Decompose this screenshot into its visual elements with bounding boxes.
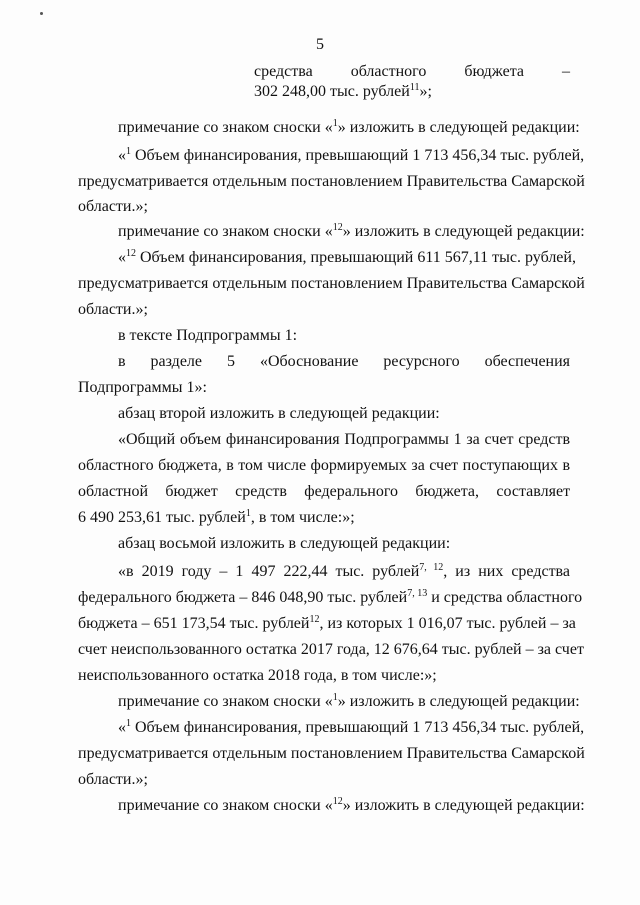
text-segment: счет неиспользованного остатка 2017 года, 12 676,64 тыс. рублей – за счет bbox=[78, 641, 584, 658]
text-segment: 302 248,00 тыс. рублей bbox=[254, 83, 410, 100]
text-segment: бюджета, bbox=[415, 483, 480, 500]
text-segment: « bbox=[118, 147, 126, 164]
text-line bbox=[118, 326, 570, 346]
text-segment: предусматривается отдельным постановлением Правительства Самарской bbox=[78, 275, 585, 292]
text-line bbox=[118, 222, 585, 242]
text-line bbox=[78, 770, 570, 790]
text-line bbox=[78, 482, 570, 502]
text-segment: неиспользованного остатка 2018 года, в том числе:»; bbox=[78, 667, 437, 684]
text-segment: , из которых 1 016,07 тыс. рублей – за bbox=[319, 615, 576, 632]
text-segment: « bbox=[118, 249, 126, 266]
text-segment: Объем финансирования, превышающий 611 567,11 тыс. рублей, bbox=[136, 249, 576, 266]
footnote-mark: 1 bbox=[126, 718, 131, 729]
text-segment: составляет bbox=[496, 483, 571, 500]
text-line bbox=[118, 718, 585, 738]
page-number: 5 bbox=[316, 36, 324, 53]
footnote-mark: 11 bbox=[409, 82, 420, 93]
text-segment: примечание со знаком сноски « bbox=[118, 797, 333, 814]
text-segment: – bbox=[562, 63, 571, 80]
text-segment: »; bbox=[419, 83, 432, 100]
text-segment: области.»; bbox=[78, 301, 148, 318]
text-segment: , из них средства bbox=[443, 563, 570, 580]
text-segment: бюджета bbox=[464, 63, 525, 80]
text-line bbox=[118, 562, 570, 582]
text-line bbox=[78, 614, 576, 634]
text-line bbox=[254, 82, 570, 102]
text-segment: абзац восьмой изложить в следующей редакции: bbox=[118, 535, 451, 552]
text-segment: абзац второй изложить в следующей редакции: bbox=[118, 405, 440, 422]
text-line bbox=[78, 197, 570, 217]
text-segment: 6 490 253,61 тыс. рублей bbox=[78, 509, 246, 526]
footnote-mark: 1 bbox=[332, 692, 338, 703]
text-segment: обеспечения bbox=[484, 353, 571, 370]
text-segment: областной bbox=[78, 483, 149, 500]
text-segment: « bbox=[118, 719, 126, 736]
text-line bbox=[78, 274, 585, 294]
text-segment: федерального бюджета – 846 048,90 тыс. рублей bbox=[78, 589, 408, 606]
text-line bbox=[78, 666, 570, 686]
text-segment: «Обоснование bbox=[259, 353, 359, 370]
text-segment: области.»; bbox=[78, 198, 148, 215]
text-segment: федерального bbox=[304, 483, 399, 500]
footnote-mark: 1 bbox=[332, 118, 338, 129]
text-segment: предусматривается отдельным постановлением Правительства Самарской bbox=[78, 745, 585, 762]
text-line bbox=[78, 588, 583, 608]
text-line bbox=[118, 118, 580, 138]
text-segment: «Общий объем финансирования Подпрограммы 1 за счет средств bbox=[118, 431, 570, 448]
text-line bbox=[78, 508, 570, 528]
text-segment: примечание со знаком сноски « bbox=[118, 223, 333, 240]
text-line bbox=[78, 456, 570, 476]
text-line bbox=[78, 172, 585, 192]
text-line bbox=[118, 430, 570, 450]
text-segment: Объем финансирования, превышающий 1 713 456,34 тыс. рублей, bbox=[131, 719, 585, 736]
text-line bbox=[78, 378, 570, 398]
scan-speck bbox=[40, 12, 43, 15]
text-segment: в тексте Подпрограммы 1: bbox=[118, 327, 298, 344]
text-segment: » изложить в следующей редакции: bbox=[342, 223, 585, 240]
text-segment: Объем финансирования, превышающий 1 713 456,34 тыс. рублей, bbox=[131, 147, 585, 164]
text-segment: » изложить в следующей редакции: bbox=[342, 797, 585, 814]
footnote-mark: 12 bbox=[332, 222, 343, 233]
footnote-mark: 12 bbox=[332, 796, 343, 807]
text-segment: » изложить в следующей редакции: bbox=[337, 693, 580, 710]
text-segment: средства bbox=[254, 63, 313, 80]
text-segment: предусматривается отдельным постановлением Правительства Самарской bbox=[78, 173, 585, 190]
text-segment: примечание со знаком сноски « bbox=[118, 693, 333, 710]
text-line bbox=[118, 146, 585, 166]
text-segment: в bbox=[118, 353, 126, 370]
text-line bbox=[78, 300, 570, 320]
text-line bbox=[78, 744, 585, 764]
footnote-mark: 1 bbox=[126, 146, 131, 157]
text-segment: бюджет bbox=[165, 483, 218, 500]
text-segment: разделе bbox=[150, 353, 203, 370]
footnote-mark: 12 bbox=[309, 614, 320, 625]
text-segment: областного бюджета, в том числе формируемых за счет поступающих в bbox=[78, 457, 570, 474]
text-line bbox=[118, 692, 580, 712]
text-segment: » изложить в следующей редакции: bbox=[337, 119, 580, 136]
text-segment: областного bbox=[350, 63, 427, 80]
text-line bbox=[118, 796, 585, 816]
text-segment: Подпрограммы 1»: bbox=[78, 379, 207, 396]
text-segment: бюджета – 651 173,54 тыс. рублей bbox=[78, 615, 310, 632]
footnote-mark: 12 bbox=[126, 248, 136, 259]
text-segment: средств bbox=[235, 483, 287, 500]
text-line bbox=[118, 352, 570, 372]
footnote-mark: 1 bbox=[245, 508, 251, 519]
text-segment: области.»; bbox=[78, 771, 148, 788]
footnote-mark: 7, 13 bbox=[407, 588, 428, 599]
text-segment: и средства областного bbox=[427, 589, 583, 606]
text-line bbox=[78, 640, 584, 660]
footnote-mark: 7, 12 bbox=[419, 562, 444, 573]
text-segment: , в том числе:»; bbox=[250, 509, 355, 526]
text-segment: примечание со знаком сноски « bbox=[118, 119, 333, 136]
text-segment: ресурсного bbox=[383, 353, 460, 370]
text-segment: 5 bbox=[227, 353, 235, 370]
text-line bbox=[118, 404, 570, 424]
text-line bbox=[254, 62, 570, 82]
text-segment: «в 2019 году – 1 497 222,44 тыс. рублей bbox=[118, 563, 420, 580]
text-line bbox=[118, 248, 576, 268]
text-line bbox=[118, 534, 570, 554]
